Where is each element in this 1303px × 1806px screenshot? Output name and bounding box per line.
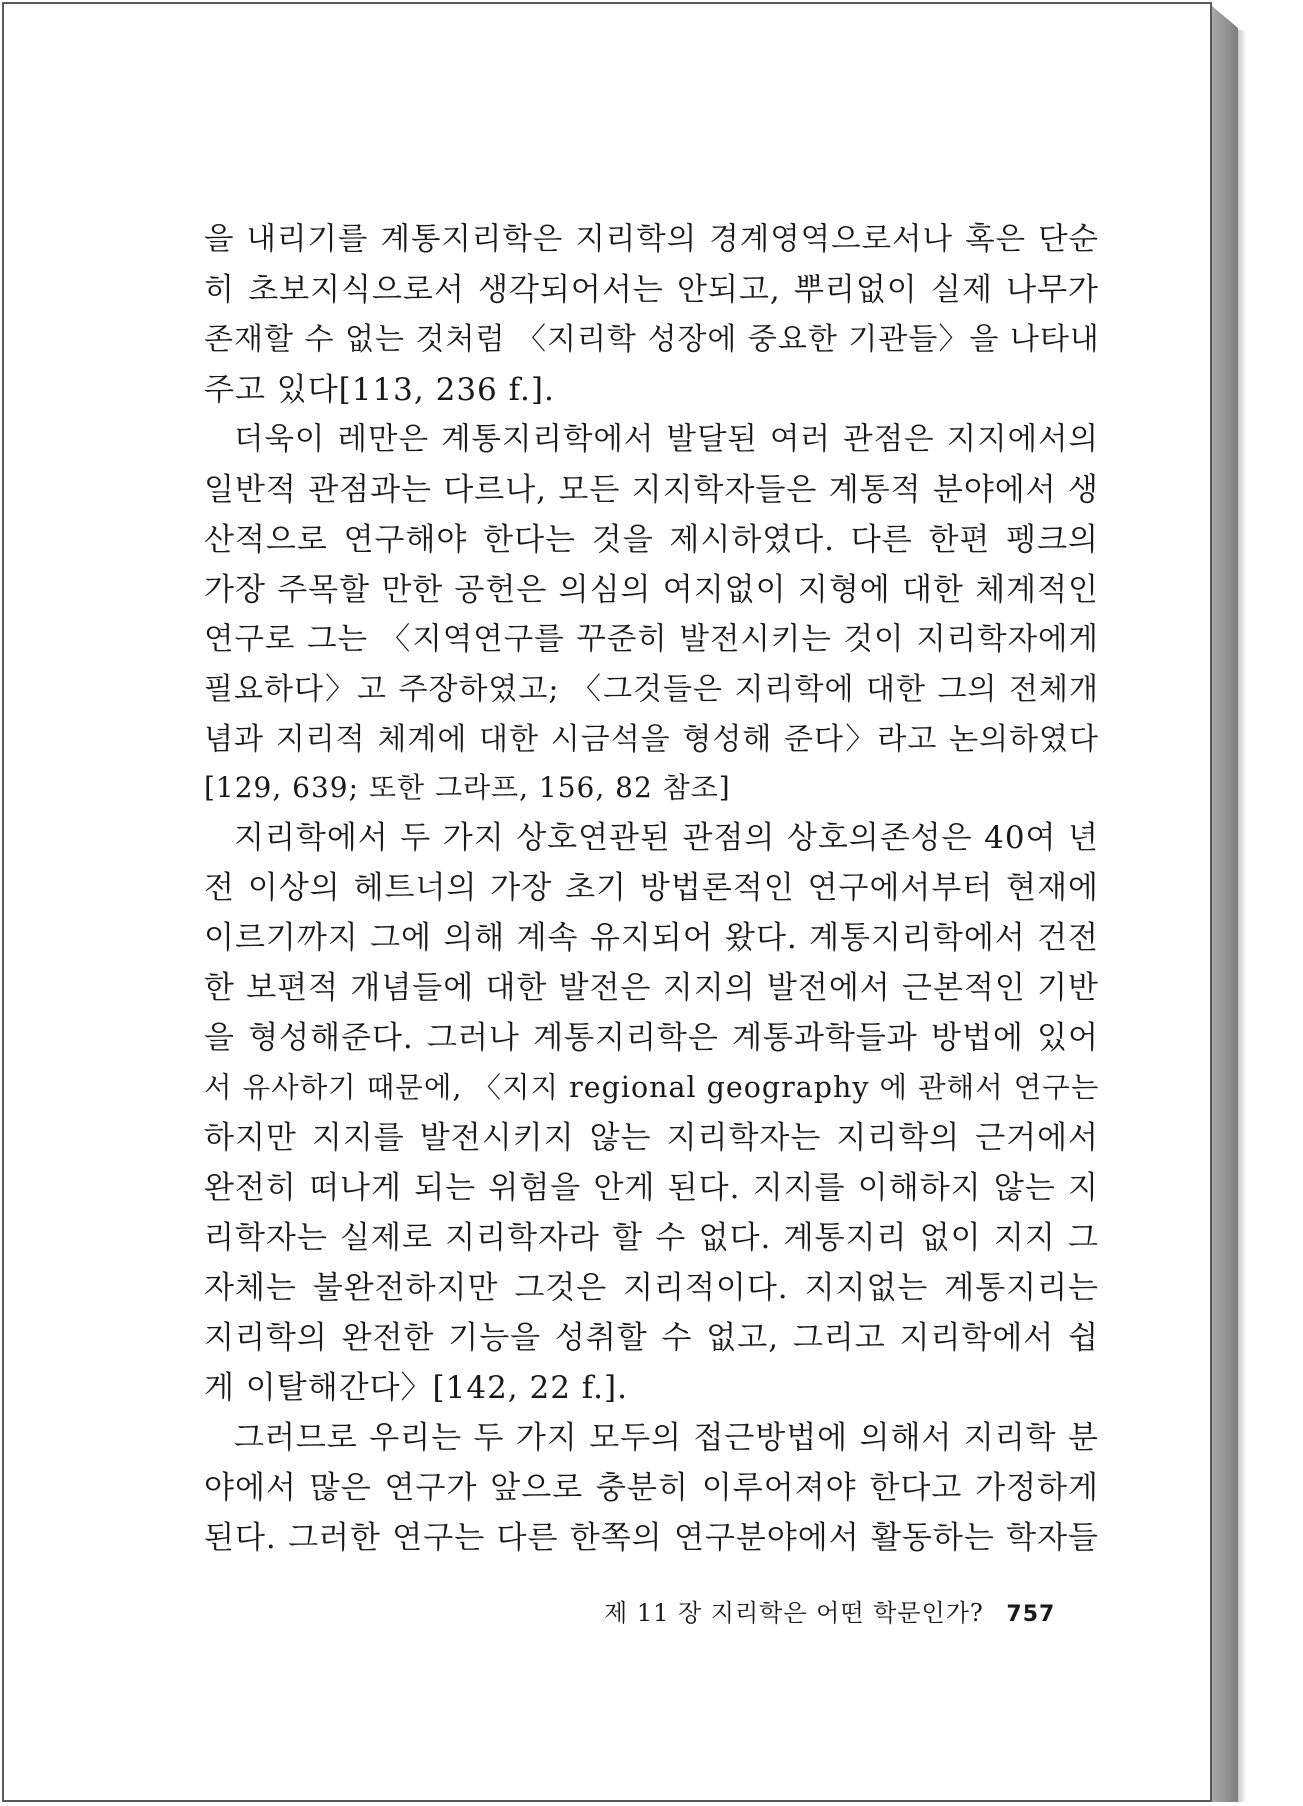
text-line: 이르기까지 그에 의해 계속 유지되어 왔다. 계통지리학에서 건전 xyxy=(204,920,1099,956)
page-edge-shadow xyxy=(1238,30,1246,1802)
text-line: 지리학에서 두 가지 상호연관된 관점의 상호의존성은 40여 년 xyxy=(234,820,1099,856)
text-line: 하지만 지지를 발전시키지 않는 지리학자는 지리학의 근거에서 xyxy=(204,1120,1099,1156)
running-head: 제 11 장 지리학은 어떤 학문인가? xyxy=(604,1599,984,1627)
text-line: 주고 있다[113, 236 f.]. xyxy=(204,372,555,408)
citation-line: [129, 639; 또한 그라프, 156, 82 참조] xyxy=(204,771,731,804)
text-line: 게 이탈해간다〉[142, 22 f.]. xyxy=(204,1370,628,1406)
text-line: 전 이상의 헤트너의 가장 초기 방법론적인 연구에서부터 현재에 xyxy=(204,870,1099,906)
text-line: 일반적 관점과는 다르나, 모든 지지학자들은 계통적 분야에서 생 xyxy=(204,472,1099,508)
text-line: 완전히 떠나게 되는 위험을 안게 된다. 지지를 이해하지 않는 지 xyxy=(204,1170,1099,1206)
page-number: 757 xyxy=(1006,1602,1056,1627)
text-line: 된다. 그러한 연구는 다른 한쪽의 연구분야에서 활동하는 학자들 xyxy=(204,1520,1099,1556)
text-line: 지리학의 완전한 기능을 성취할 수 없고, 그리고 지리학에서 쉽 xyxy=(204,1320,1099,1356)
text-line: 히 초보지식으로서 생각되어서는 안되고, 뿌리없이 실제 나무가 xyxy=(204,272,1099,308)
text-line: 리학자는 실제로 지리학자라 할 수 없다. 계통지리 없이 지지 그 xyxy=(204,1220,1099,1256)
text-line: 산적으로 연구해야 한다는 것을 제시하였다. 다른 한편 펭크의 xyxy=(204,522,1099,558)
text-line: 념과 지리적 체계에 대한 시금석을 형성해 준다〉라고 논의하였다 xyxy=(204,722,1099,757)
text-line: 한 보편적 개념들에 대한 발전은 지지의 발전에서 근본적인 기반 xyxy=(204,970,1099,1006)
text-line: 연구로 그는 〈지역연구를 꾸준히 발전시키는 것이 지리학자에게 xyxy=(204,622,1099,657)
page-footer xyxy=(604,1593,1084,1628)
body-text xyxy=(204,215,1099,1563)
text-line: 을 내리기를 계통지리학은 지리학의 경계영역으로서나 혹은 단순 xyxy=(204,222,1099,257)
text-line: 가장 주목할 만한 공헌은 의심의 여지없이 지형에 대한 체계적인 xyxy=(204,572,1099,608)
text-line: 필요하다〉고 주장하였고; 〈그것들은 지리학에 대한 그의 전체개 xyxy=(204,672,1099,707)
text-line: 존재할 수 없는 것처럼 〈지리학 성장에 중요한 기관들〉을 나타내 xyxy=(204,322,1100,357)
text-line: 더욱이 레만은 계통지리학에서 발달된 여러 관점은 지지에서의 xyxy=(234,422,1099,457)
text-line: 야에서 많은 연구가 앞으로 충분히 이루어져야 한다고 가정하게 xyxy=(204,1470,1099,1506)
text-line: 을 형성해준다. 그러나 계통지리학은 계통과학들과 방법에 있어 xyxy=(204,1020,1099,1056)
page-stack-edge xyxy=(1212,6,1238,1802)
text-line: 서 유사하기 때문에, 〈지지 regional geography 에 관해서 연구는 xyxy=(204,1071,1100,1104)
text-line: 자체는 불완전하지만 그것은 지리적이다. 지지없는 계통지리는 xyxy=(204,1270,1099,1306)
text-line: 그러므로 우리는 두 가지 모두의 접근방법에 의해서 지리학 분 xyxy=(234,1420,1099,1456)
